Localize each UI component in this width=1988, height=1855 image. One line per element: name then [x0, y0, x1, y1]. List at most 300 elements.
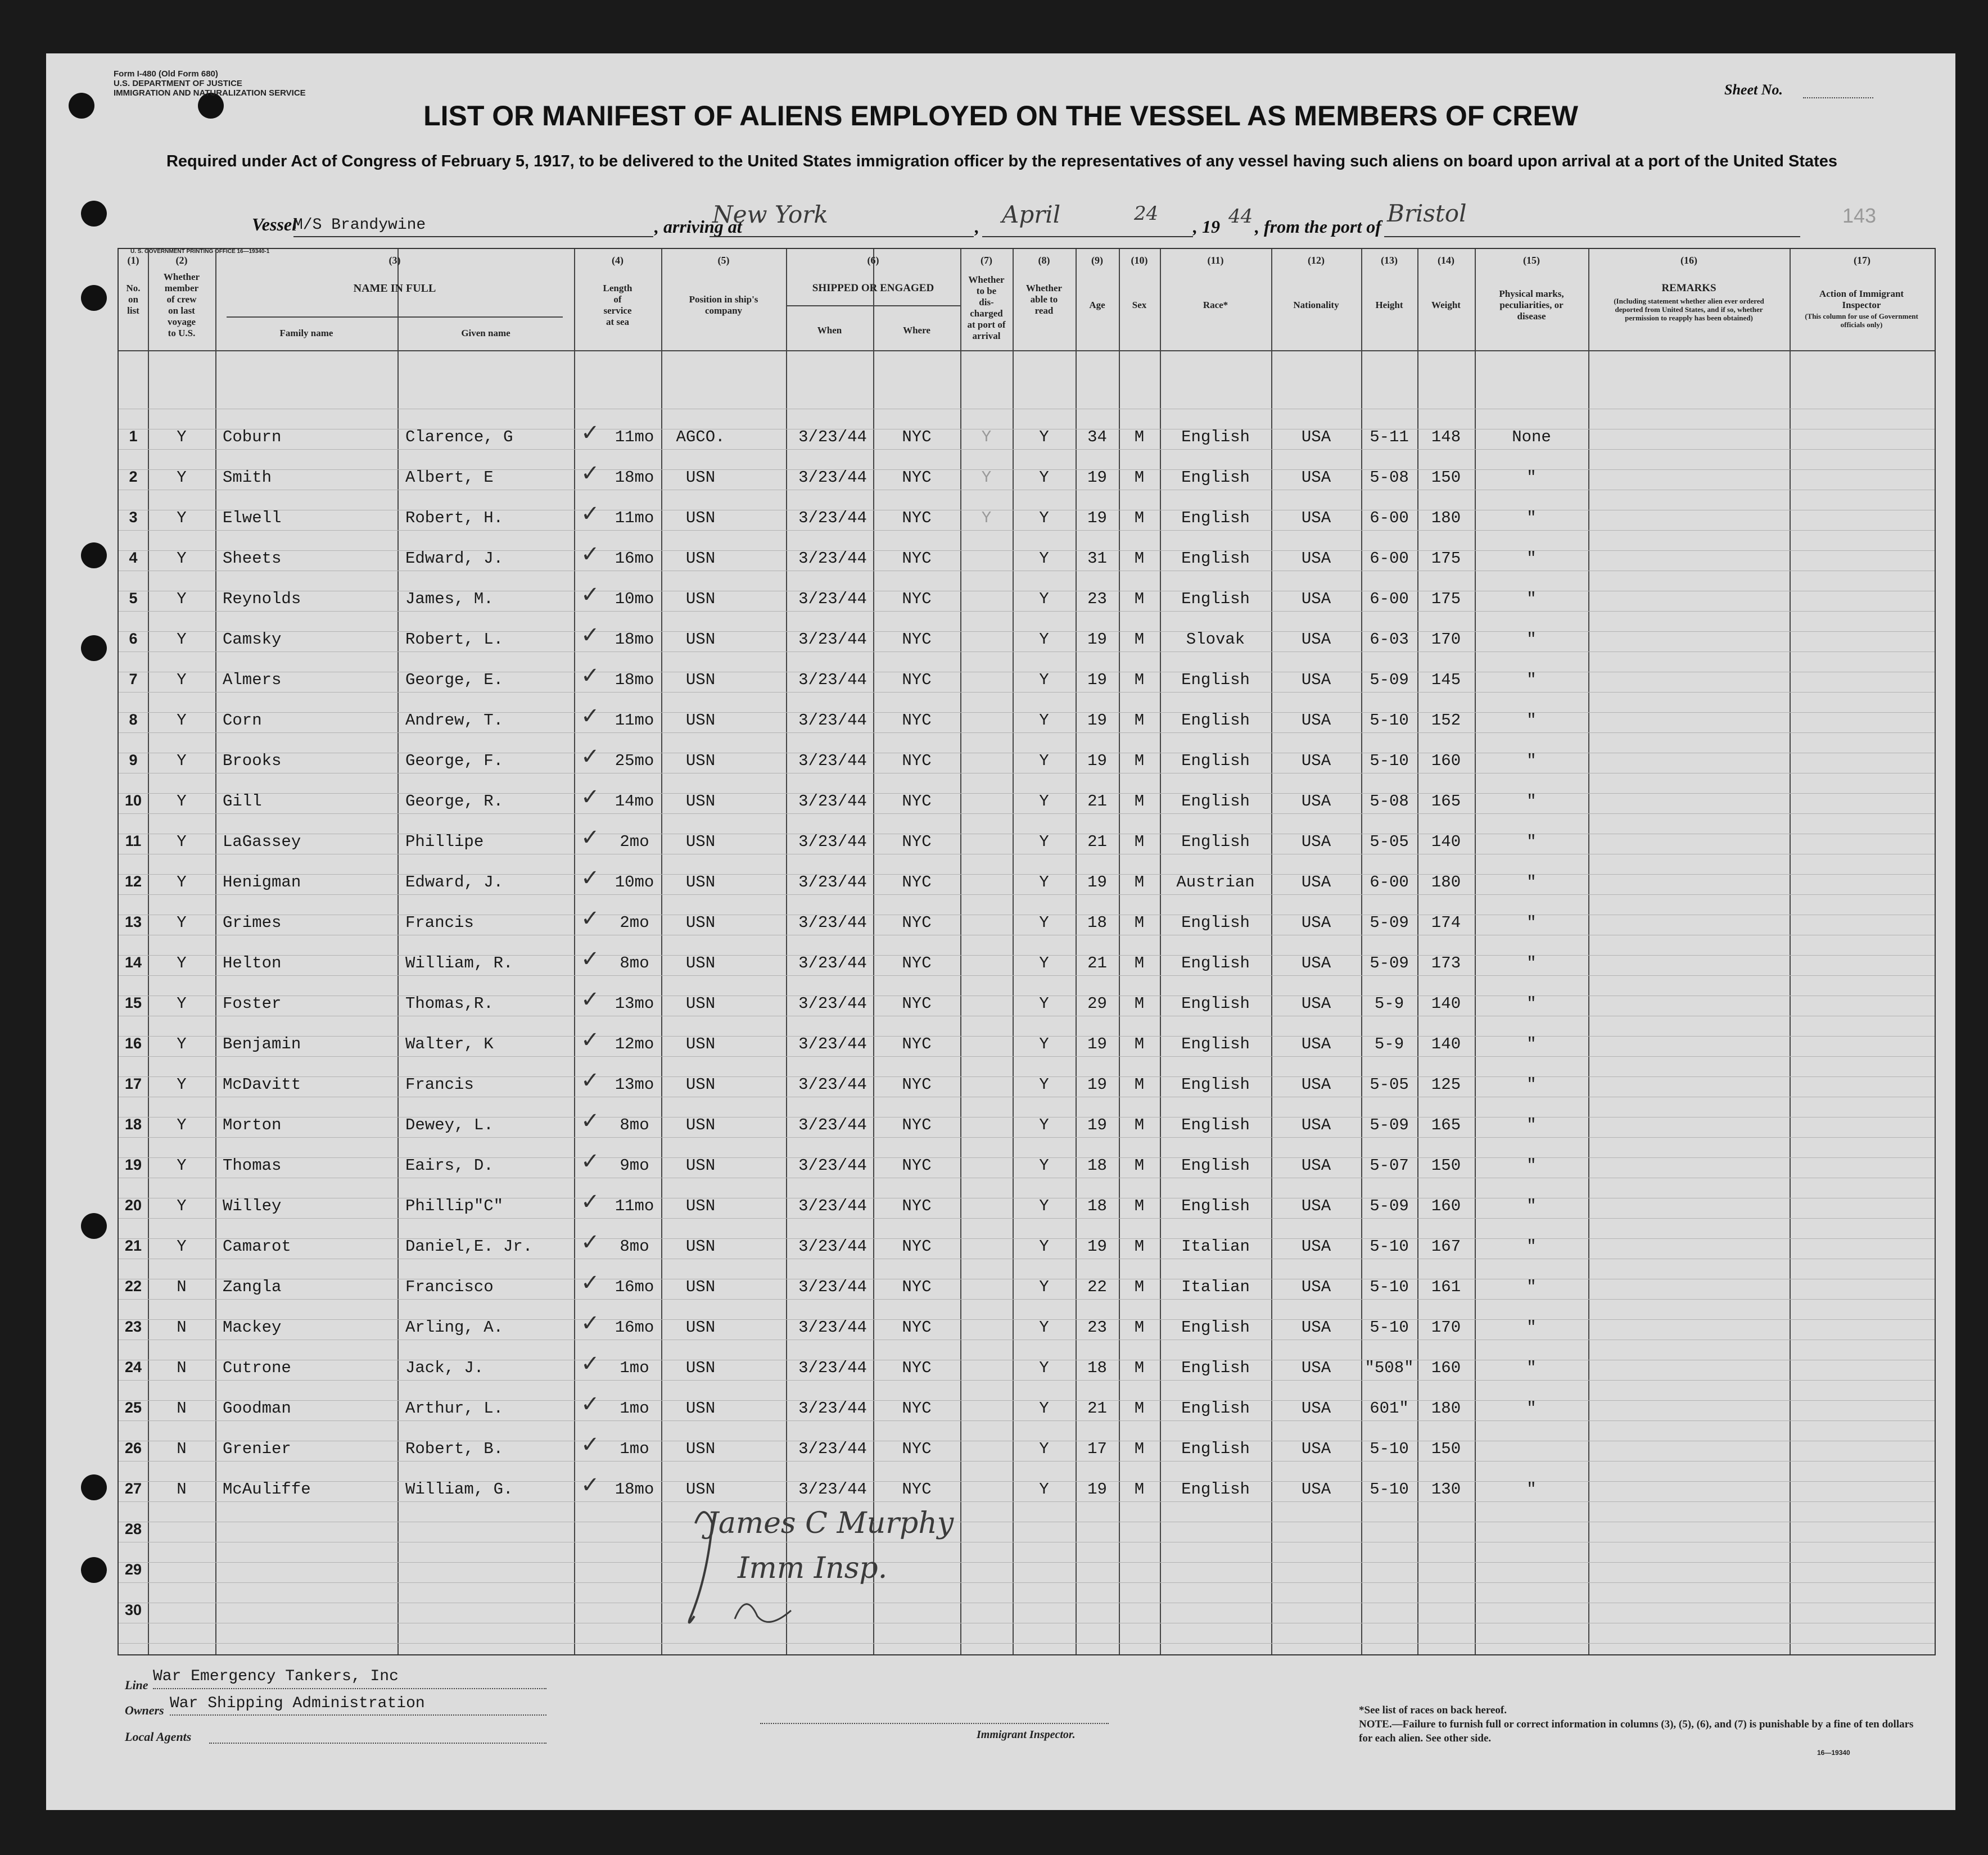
- shipped-port: NYC: [902, 1035, 932, 1053]
- arrival-underline: [710, 236, 974, 237]
- column-number: (3): [388, 255, 401, 266]
- crew-flag: Y: [177, 1075, 187, 1094]
- crew-flag: Y: [177, 590, 187, 608]
- shipped-port: NYC: [902, 1359, 932, 1377]
- read-flag: Y: [1039, 792, 1049, 811]
- agents-label: Local Agents: [125, 1730, 192, 1744]
- shipped-port: NYC: [902, 1237, 932, 1256]
- page-subtitle: Required under Act of Congress of February 5, 1917, to be delivered to the United States immigration officer by the representatives of any vessel having such aliens on board upon arrival at a port of the United States: [166, 152, 1838, 170]
- check-mark-icon: ✓: [581, 460, 600, 486]
- table-row: [119, 1591, 1935, 1632]
- physical-marks: ": [1526, 752, 1537, 770]
- table-row: [119, 1065, 1935, 1106]
- nationality: USA: [1301, 1399, 1331, 1418]
- height: 6-00: [1370, 509, 1409, 527]
- height: 6-00: [1370, 549, 1409, 568]
- column-number: (14): [1438, 255, 1454, 266]
- physical-marks: ": [1526, 1156, 1537, 1175]
- service-length: 16mo: [615, 1318, 654, 1337]
- service-length: 14mo: [615, 792, 654, 811]
- age: 18: [1087, 1197, 1107, 1215]
- age: 23: [1087, 1318, 1107, 1337]
- read-flag: Y: [1039, 630, 1049, 649]
- age: 19: [1087, 1480, 1107, 1499]
- col-header-remarks-note: (Including statement whether alien ever ordered deported from United States, and if so, whether permission to reapply has been obtained): [1614, 297, 1764, 322]
- family-name: Grenier: [223, 1440, 291, 1458]
- family-name: Willey: [223, 1197, 282, 1215]
- col-header-shipped: SHIPPED OR ENGAGED: [812, 282, 934, 294]
- discharge-flag: Y: [981, 428, 992, 446]
- check-mark-icon: ✓: [581, 541, 600, 567]
- row-number: 18: [124, 1116, 142, 1133]
- row-number: 28: [124, 1521, 142, 1537]
- check-mark-icon: ✓: [581, 865, 600, 891]
- check-mark-icon: ✓: [581, 825, 600, 850]
- crew-flag: Y: [177, 792, 187, 811]
- sex: M: [1134, 873, 1145, 892]
- age: 19: [1087, 671, 1107, 689]
- nationality: USA: [1301, 549, 1331, 568]
- race: English: [1181, 711, 1250, 730]
- family-name: McDavitt: [223, 1075, 301, 1094]
- department-name: U.S. DEPARTMENT OF JUSTICE: [114, 79, 242, 88]
- row-number: 15: [124, 994, 142, 1011]
- crew-flag: Y: [177, 994, 187, 1013]
- from-port-label: , from the port of: [1255, 216, 1381, 237]
- position: USN: [685, 1359, 716, 1377]
- vessel-underline: [293, 236, 653, 237]
- family-name: Camsky: [223, 630, 282, 649]
- column-number: (5): [717, 255, 730, 266]
- height: 5-09: [1370, 913, 1409, 932]
- service-length: 18mo: [615, 671, 654, 689]
- weight: 150: [1431, 1440, 1461, 1458]
- row-number: 13: [124, 913, 142, 930]
- family-name: Camarot: [223, 1237, 291, 1256]
- physical-marks: ": [1526, 1399, 1537, 1418]
- shipped-port: NYC: [902, 428, 932, 446]
- position: USN: [685, 1237, 716, 1256]
- service-length: 11mo: [615, 1197, 654, 1215]
- given-name: Jack, J.: [405, 1359, 484, 1377]
- family-name: Grimes: [223, 913, 282, 932]
- shipped-port: NYC: [902, 1399, 932, 1418]
- line-label: Line: [125, 1678, 148, 1692]
- check-mark-icon: ✓: [581, 1189, 600, 1215]
- given-name: Dewey, L.: [405, 1116, 494, 1134]
- race: English: [1181, 1116, 1250, 1134]
- position: USN: [685, 792, 716, 811]
- sex: M: [1134, 509, 1145, 527]
- physical-marks: ": [1526, 590, 1537, 608]
- read-flag: Y: [1039, 1156, 1049, 1175]
- given-name: Walter, K: [405, 1035, 494, 1053]
- table-row: [119, 660, 1935, 701]
- agents-underline: [209, 1743, 546, 1744]
- physical-marks: ": [1526, 509, 1537, 527]
- height: 5-07: [1370, 1156, 1409, 1175]
- shipped-port: NYC: [902, 954, 932, 972]
- nationality: USA: [1301, 1197, 1331, 1215]
- family-name: Almers: [223, 671, 282, 689]
- given-name: George, F.: [405, 752, 504, 770]
- given-name: George, R.: [405, 792, 504, 811]
- sex: M: [1134, 833, 1145, 851]
- shipped-date: 3/23/44: [798, 711, 867, 730]
- family-name: Reynolds: [223, 590, 301, 608]
- table-row: [119, 1470, 1935, 1510]
- shipped-port: NYC: [902, 1075, 932, 1094]
- height: 5-05: [1370, 833, 1409, 851]
- weight: 130: [1431, 1480, 1461, 1499]
- check-mark-icon: ✓: [581, 1391, 600, 1417]
- service-length: 25mo: [615, 752, 654, 770]
- height: 5-10: [1370, 1440, 1409, 1458]
- sex: M: [1134, 752, 1145, 770]
- read-flag: Y: [1039, 711, 1049, 730]
- crew-flag: Y: [177, 711, 187, 730]
- stamp-number: 143: [1842, 204, 1877, 227]
- check-mark-icon: ✓: [581, 1472, 600, 1498]
- column-number: (9): [1091, 255, 1103, 266]
- race: English: [1181, 549, 1250, 568]
- row-number: 25: [124, 1399, 142, 1416]
- race: English: [1181, 1440, 1250, 1458]
- shipped-date: 3/23/44: [798, 1278, 867, 1296]
- table-row: [119, 944, 1935, 984]
- service-length: 9mo: [620, 1156, 649, 1175]
- check-mark-icon: ✓: [581, 1270, 600, 1296]
- race: English: [1181, 1480, 1250, 1499]
- weight: 173: [1431, 954, 1461, 972]
- shipped-date: 3/23/44: [798, 468, 867, 487]
- position: USN: [685, 1318, 716, 1337]
- family-name: Thomas: [223, 1156, 282, 1175]
- sex: M: [1134, 792, 1145, 811]
- col-header-no: No. on list: [126, 283, 141, 316]
- given-name: Andrew, T.: [405, 711, 504, 730]
- service-length: 16mo: [615, 1278, 654, 1296]
- form-code: 16—19340: [1817, 1749, 1850, 1757]
- col-header-when: When: [817, 325, 842, 336]
- check-mark-icon: ✓: [581, 420, 600, 446]
- read-flag: Y: [1039, 509, 1049, 527]
- col-header-action: Action of Immigrant Inspector: [1819, 288, 1904, 310]
- given-name: William, R.: [405, 954, 513, 972]
- height: 6-00: [1370, 590, 1409, 608]
- table-row: [119, 580, 1935, 620]
- family-name: Benjamin: [223, 1035, 301, 1053]
- comma: ,: [975, 216, 979, 237]
- physical-marks: ": [1526, 833, 1537, 851]
- height: 5-10: [1370, 1318, 1409, 1337]
- nationality: USA: [1301, 1318, 1331, 1337]
- shipped-date: 3/23/44: [798, 1480, 867, 1499]
- row-number: 5: [129, 590, 138, 607]
- weight: 170: [1431, 1318, 1461, 1337]
- age: 21: [1087, 1399, 1107, 1418]
- service-length: 18mo: [615, 468, 654, 487]
- nationality: USA: [1301, 1237, 1331, 1256]
- sheet-number-label: Sheet No.: [1724, 82, 1783, 98]
- sex: M: [1134, 1278, 1145, 1296]
- read-flag: Y: [1039, 549, 1049, 568]
- service-length: 11mo: [615, 428, 654, 446]
- physical-marks: ": [1526, 711, 1537, 730]
- age: 18: [1087, 913, 1107, 932]
- given-name: Clarence, G: [405, 428, 513, 446]
- height: 5-09: [1370, 954, 1409, 972]
- sex: M: [1134, 1480, 1145, 1499]
- column-number: (2): [175, 255, 188, 266]
- weight: 175: [1431, 549, 1461, 568]
- inspector-label: Immigrant Inspector.: [977, 1729, 1076, 1741]
- row-number: 26: [124, 1440, 142, 1456]
- nationality: USA: [1301, 1480, 1331, 1499]
- nationality: USA: [1301, 1156, 1331, 1175]
- shipped-date: 3/23/44: [798, 1035, 867, 1053]
- shipped-date: 3/23/44: [798, 913, 867, 932]
- column-number: (7): [981, 255, 992, 266]
- age: 17: [1087, 1440, 1107, 1458]
- height: 5-10: [1370, 711, 1409, 730]
- physical-marks: ": [1526, 873, 1537, 892]
- weight: 180: [1431, 873, 1461, 892]
- table-row: [119, 620, 1935, 660]
- check-mark-icon: ✓: [581, 1229, 600, 1255]
- shipped-port: NYC: [902, 1116, 932, 1134]
- crew-flag: Y: [177, 1197, 187, 1215]
- sex: M: [1134, 549, 1145, 568]
- check-mark-icon: ✓: [581, 946, 600, 972]
- height: 5-09: [1370, 671, 1409, 689]
- owners-value: War Shipping Administration: [170, 1695, 425, 1712]
- height: 601": [1370, 1399, 1409, 1418]
- race-note: *See list of races on back hereof.: [1359, 1704, 1507, 1716]
- height: 5-9: [1374, 1035, 1404, 1053]
- height: 5-10: [1370, 1480, 1409, 1499]
- position: USN: [685, 1278, 716, 1296]
- read-flag: Y: [1039, 1480, 1049, 1499]
- crew-flag: Y: [177, 913, 187, 932]
- nationality: USA: [1301, 752, 1331, 770]
- row-number: 29: [124, 1561, 142, 1578]
- arrival-day: 24: [1134, 202, 1159, 225]
- service-length: 1mo: [620, 1359, 649, 1377]
- position: USN: [685, 954, 716, 972]
- race: English: [1181, 1075, 1250, 1094]
- age: 19: [1087, 1035, 1107, 1053]
- table-row: [119, 741, 1935, 782]
- family-name: Brooks: [223, 752, 282, 770]
- shipped-port: NYC: [902, 873, 932, 892]
- column-number: (12): [1308, 255, 1325, 266]
- table-row: [119, 984, 1935, 1025]
- punch-hole: [81, 1557, 107, 1583]
- given-name: Robert, H.: [405, 509, 504, 527]
- family-name: Elwell: [223, 509, 282, 527]
- given-name: Arthur, L.: [405, 1399, 504, 1418]
- crew-flag: Y: [177, 428, 187, 446]
- read-flag: Y: [1039, 833, 1049, 851]
- position: USN: [685, 1480, 716, 1499]
- race: English: [1181, 1035, 1250, 1053]
- position: USN: [685, 873, 716, 892]
- age: 31: [1087, 549, 1107, 568]
- check-mark-icon: ✓: [581, 622, 600, 648]
- weight: 161: [1431, 1278, 1461, 1296]
- age: 19: [1087, 1075, 1107, 1094]
- physical-marks: ": [1526, 549, 1537, 568]
- shipped-port: NYC: [902, 994, 932, 1013]
- col-header-age: Age: [1089, 300, 1105, 310]
- age: 19: [1087, 630, 1107, 649]
- table-row: [119, 782, 1935, 822]
- service-length: 2mo: [620, 913, 649, 932]
- crew-flag: N: [177, 1399, 187, 1418]
- column-number: (6): [867, 255, 879, 266]
- read-flag: Y: [1039, 590, 1049, 608]
- crew-flag: Y: [177, 833, 187, 851]
- service-length: 2mo: [620, 833, 649, 851]
- signature-name: James C Murphy: [707, 1506, 954, 1540]
- weight: 140: [1431, 833, 1461, 851]
- shipped-port: NYC: [902, 671, 932, 689]
- table-row: [119, 1146, 1935, 1187]
- given-name: Daniel,E. Jr.: [405, 1237, 533, 1256]
- race: English: [1181, 1399, 1250, 1418]
- crew-flag: Y: [177, 630, 187, 649]
- row-number: 6: [129, 630, 138, 647]
- date-underline: [982, 236, 1193, 237]
- check-mark-icon: ✓: [581, 582, 600, 608]
- service-length: 16mo: [615, 549, 654, 568]
- check-mark-icon: ✓: [581, 1310, 600, 1336]
- nationality: USA: [1301, 954, 1331, 972]
- physical-marks: ": [1526, 954, 1537, 972]
- physical-marks: ": [1526, 1075, 1537, 1094]
- crew-flag: Y: [177, 509, 187, 527]
- form-number: Form I-480 (Old Form 680): [114, 69, 218, 79]
- physical-marks: ": [1526, 671, 1537, 689]
- physical-marks: None: [1512, 428, 1551, 446]
- shipped-port: NYC: [902, 1480, 932, 1499]
- family-name: Cutrone: [223, 1359, 291, 1377]
- sex: M: [1134, 1237, 1145, 1256]
- race: Slovak: [1186, 630, 1245, 649]
- service-length: 1mo: [620, 1399, 649, 1418]
- physical-marks: ": [1526, 1480, 1537, 1499]
- shipped-port: NYC: [902, 630, 932, 649]
- col-header-nationality: Nationality: [1293, 300, 1339, 310]
- family-name: Zangla: [223, 1278, 282, 1296]
- read-flag: Y: [1039, 1075, 1049, 1094]
- sex: M: [1134, 994, 1145, 1013]
- given-name: Eairs, D.: [405, 1156, 494, 1175]
- weight: 180: [1431, 1399, 1461, 1418]
- position: USN: [685, 1197, 716, 1215]
- weight: 140: [1431, 994, 1461, 1013]
- physical-marks: ": [1526, 994, 1537, 1013]
- check-mark-icon: ✓: [581, 1432, 600, 1458]
- weight: 160: [1431, 752, 1461, 770]
- given-name: William, G.: [405, 1480, 513, 1499]
- col-header-where: Where: [903, 325, 930, 336]
- given-name: Arling, A.: [405, 1318, 504, 1337]
- physical-marks: ": [1526, 1359, 1537, 1377]
- row-number: 9: [129, 752, 138, 768]
- position: USN: [685, 590, 716, 608]
- position: AGCO.: [676, 428, 725, 446]
- race: Austrian: [1176, 873, 1255, 892]
- check-mark-icon: ✓: [581, 1108, 600, 1134]
- print-office: U. S. GOVERNMENT PRINTING OFFICE 16—19340-1: [130, 248, 270, 255]
- table-row: [119, 903, 1935, 944]
- weight: 140: [1431, 1035, 1461, 1053]
- shipped-date: 3/23/44: [798, 671, 867, 689]
- row-number: 10: [124, 792, 142, 809]
- read-flag: Y: [1039, 1278, 1049, 1296]
- col-header-height: Height: [1375, 300, 1403, 310]
- table-row: [119, 539, 1935, 580]
- age: 29: [1087, 994, 1107, 1013]
- column-number: (1): [127, 255, 139, 266]
- sex: M: [1134, 1399, 1145, 1418]
- physical-marks: ": [1526, 1197, 1537, 1215]
- shipped-port: NYC: [902, 468, 932, 487]
- height: 5-10: [1370, 752, 1409, 770]
- shipped-port: NYC: [902, 711, 932, 730]
- shipped-date: 3/23/44: [798, 1116, 867, 1134]
- nationality: USA: [1301, 873, 1331, 892]
- row-number: 22: [124, 1278, 142, 1295]
- service-length: 18mo: [615, 1480, 654, 1499]
- nationality: USA: [1301, 1359, 1331, 1377]
- row-number: 27: [124, 1480, 142, 1497]
- read-flag: Y: [1039, 913, 1049, 932]
- col-header-race: Race*: [1203, 300, 1228, 310]
- read-flag: Y: [1039, 1359, 1049, 1377]
- arrival-port: New York: [712, 201, 828, 228]
- shipped-date: 3/23/44: [798, 1237, 867, 1256]
- punch-hole: [81, 635, 107, 661]
- height: 5-11: [1370, 428, 1409, 446]
- col-header-action-note: (This column for use of Government officials only): [1805, 312, 1918, 329]
- table-row: [119, 701, 1935, 741]
- race: English: [1181, 954, 1250, 972]
- weight: 160: [1431, 1197, 1461, 1215]
- family-name: Gill: [223, 792, 262, 811]
- service-length: 10mo: [615, 590, 654, 608]
- sheet-number-field: [1803, 97, 1873, 98]
- nationality: USA: [1301, 1440, 1331, 1458]
- check-mark-icon: ✓: [581, 744, 600, 770]
- check-mark-icon: ✓: [581, 784, 600, 810]
- given-name: Phillip"C": [405, 1197, 504, 1215]
- shipped-port: NYC: [902, 913, 932, 932]
- age: 21: [1087, 954, 1107, 972]
- race: English: [1181, 428, 1250, 446]
- given-name: Albert, E: [405, 468, 494, 487]
- given-name: Edward, J.: [405, 549, 504, 568]
- row-number: 7: [129, 671, 138, 687]
- shipped-port: NYC: [902, 590, 932, 608]
- read-flag: Y: [1039, 1035, 1049, 1053]
- row-number: 14: [124, 954, 142, 971]
- physical-marks: ": [1526, 913, 1537, 932]
- family-name: McAuliffe: [223, 1480, 311, 1499]
- position: USN: [685, 752, 716, 770]
